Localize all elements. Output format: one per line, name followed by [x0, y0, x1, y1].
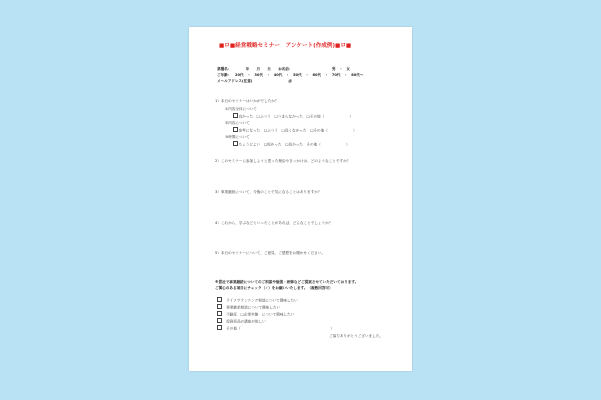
closing-message: ご協力ありがとうございました。 — [329, 334, 383, 338]
document-title: ■ロ■経営戦略セミナー アンケート(作成例)■ロ■ — [219, 43, 352, 49]
question-1-sub-2: ②内容について — [225, 121, 250, 125]
checkbox-icon[interactable] — [217, 325, 222, 330]
question-2: 2）このセミナーに参加しようと思った理由やきっかけは、どのようなことですか？ — [215, 159, 351, 163]
checkbox-icon[interactable] — [217, 297, 222, 302]
question-5: 5）本日のセミナーについて、ご意見、ご感想をお聞かせください。 — [215, 251, 325, 255]
question-1-options-3: ちょうどよい □短かった □長かった その他（ ） — [233, 141, 350, 147]
checkbox-icon[interactable] — [233, 127, 238, 132]
question-4: 4）これから、学ぶなどといったことがあれば、どんなことでしょうか？ — [215, 221, 333, 225]
question-1-sub-3: ③時間について — [225, 135, 250, 139]
checklist-item: ライフプランニング相談について興味したい — [217, 297, 298, 303]
checklist-item: 不動産 □企業実態 について興味したい — [217, 311, 294, 317]
notice-line-1: ※貴社で事業継続についてのご相談や勉強・研修などご提案させていただいております。 — [215, 280, 359, 284]
header-row-name: 業種名： 年 月 日 お名前： 男 ・ 女 — [217, 67, 350, 71]
checklist-item: 事業継承相談について興味したい — [217, 304, 280, 310]
question-1-options-1: 良かった □ふつう □つまらなかった □その他（ ） — [233, 113, 353, 119]
checkbox-icon[interactable] — [233, 113, 238, 118]
checkbox-icon[interactable] — [217, 304, 222, 309]
header-row-age: ご年齢： 20代 ・ 30代 ・ 40代 ・ 50代 ・ 60代 ・ 70代 ・ 80代～ — [217, 73, 364, 77]
checkbox-icon[interactable] — [217, 318, 222, 323]
header-row-email: メールアドレス(任意) ＠ — [217, 79, 292, 83]
checklist-item: その他（ ） — [217, 325, 334, 331]
survey-document — [189, 27, 412, 371]
notice-line-2: ご関心のある項目にチェック（✓）をお願いいたします。（複数回答可） — [215, 286, 333, 290]
question-3: 3）事業継続について、今後のことで気になることはありますか？ — [215, 190, 322, 194]
question-1-sub-1: ①内容全体について — [225, 107, 257, 111]
question-1: 1）本日のセミナーはいかがでしたか？ — [215, 99, 279, 103]
checkbox-icon[interactable] — [233, 141, 238, 146]
checkbox-icon[interactable] — [217, 311, 222, 316]
question-1-options-2: 参考になった □ふつう □長くなかった □その他（ ） — [233, 127, 357, 133]
checklist-item: 投資商品の講座が欲しい — [217, 318, 266, 324]
